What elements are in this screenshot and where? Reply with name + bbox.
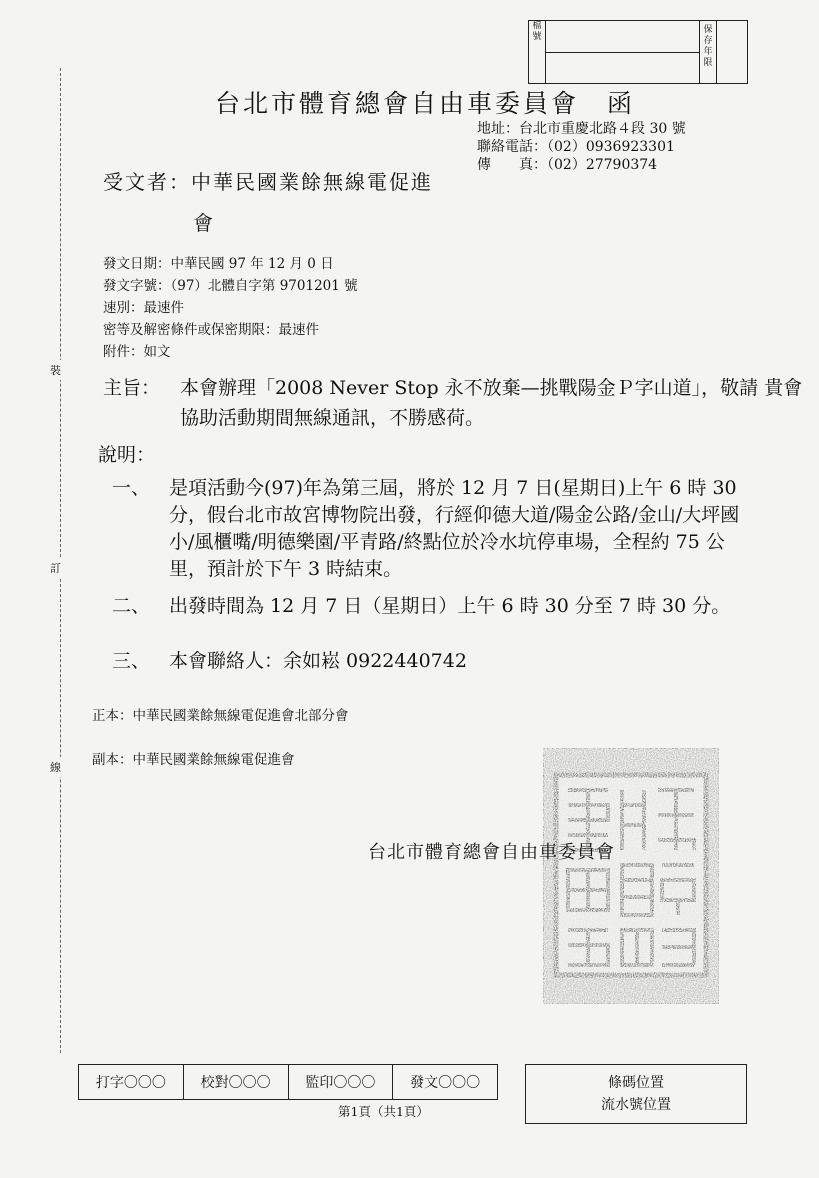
file-no-field — [545, 21, 699, 83]
signing-organization: 台北市體育總會自由車委員會 — [368, 842, 615, 863]
attachment: 附件：如文 — [103, 344, 171, 360]
dispatch-cell: 發文〇〇〇 — [410, 1075, 481, 1091]
retention-label: 保存年限 — [699, 21, 717, 83]
document-number: 發文字號：（97）北體自字第 9701201 號 — [103, 278, 358, 294]
page-number: 第1頁（共1頁） — [338, 1104, 429, 1119]
document-title: 台北市體育總會自由車委員會 函 — [215, 89, 636, 118]
item-text: 是項活動今(97)年為第三屆，將於 12 月 7 日(星期日)上午 6 時 30 分，假台北市故宮博物院出發，行經仰德大道/陽金公路/金山/大坪國小/風櫃嘴/明德樂園/平青路/終點位於冷水坑停車場，全程約 75 公里，預計於下午 3 時結束。 — [169, 477, 740, 580]
contact-info — [477, 120, 686, 174]
phone: 聯絡電話：（02）0936923301 — [477, 139, 675, 155]
explanation-heading: 說明： — [98, 444, 156, 466]
subject-label: 主旨： — [103, 377, 161, 399]
serial-number-position-label: 流水號位置 — [601, 1097, 671, 1113]
recipient-continued: 會 — [193, 211, 213, 235]
staff-signoff-table — [78, 1064, 498, 1100]
address: 地址：台北市重慶北路４段 30 號 — [477, 121, 686, 137]
binding-mark: 訂 — [50, 558, 61, 578]
seal-supervisor-cell: 監印〇〇〇 — [289, 1065, 394, 1099]
file-no-label: 檔號 — [529, 21, 546, 83]
retention-field — [717, 21, 747, 83]
subject-text: 本會辦理「2008 Never Stop 永不放棄—挑戰陽金Ｐ字山道」，敬請 貴會協助活動期間無線通訊，不勝感荷。 — [180, 377, 803, 429]
item-text: 本會聯絡人：余如崧 0922440742 — [169, 650, 467, 672]
secrecy-level: 密等及解密條件或保密期限：最速件 — [103, 322, 319, 338]
item-text: 出發時間為 12 月 7 日（星期日）上午 6 時 30 分至 7 時 30 分。 — [169, 595, 731, 617]
item-number: 一、 — [112, 477, 151, 499]
recipient: 受文者：中華民國業餘無線電促進 — [103, 170, 433, 194]
item-number: 二、 — [112, 595, 151, 617]
archive-box — [528, 20, 748, 84]
issue-date: 發文日期：中華民國 97 年 12 月 0 日 — [103, 256, 334, 272]
original-recipient: 正本：中華民國業餘無線電促進會北部分會 — [92, 708, 349, 724]
typist-cell: 打字〇〇〇 — [79, 1065, 184, 1099]
item-number: 三、 — [112, 650, 151, 672]
document-meta — [103, 253, 358, 363]
copy-recipient: 副本：中華民國業餘無線電促進會 — [92, 752, 295, 768]
barcode-box — [525, 1064, 747, 1124]
fax: 傳 真：（02）27790374 — [477, 157, 658, 173]
binding-mark: 裝 — [50, 360, 61, 380]
binding-mark: 線 — [50, 757, 61, 777]
official-seal-stamp — [540, 745, 722, 1007]
speed-class: 速別：最速件 — [103, 300, 184, 316]
barcode-position-label: 條碼位置 — [608, 1075, 664, 1091]
proofreader-cell: 校對〇〇〇 — [184, 1065, 289, 1099]
